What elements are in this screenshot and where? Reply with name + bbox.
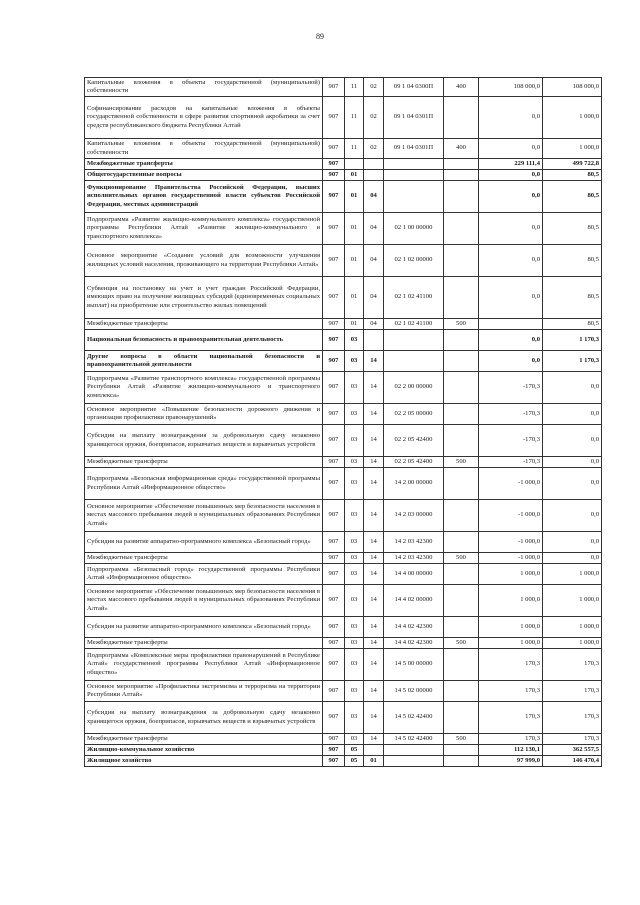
subsection-code: 14 [364,404,384,425]
amount-change: -1 000,0 [479,553,543,564]
expense-type-code: 500 [444,638,479,649]
amount-change: -170,3 [479,372,543,404]
expense-type-code: 500 [444,553,479,564]
subsection-code: 04 [364,213,384,245]
row-name: Капитальные вложения в объекты государственной (муниципальной) собственности [85,139,323,159]
admin-code: 907 [323,553,345,564]
target-article-code: 14 4 02 42300 [384,638,444,649]
expense-type-code [444,681,479,702]
amount-change: -170,3 [479,404,543,425]
expense-type-code [444,532,479,553]
target-article-code: 14 2 00 00000 [384,468,444,500]
amount-change: -170,3 [479,425,543,457]
section-code: 03 [345,500,364,532]
subsection-code: 14 [364,681,384,702]
admin-code: 907 [323,564,345,585]
table-row [85,351,602,372]
row-name: Национальная безопасность и правоохранительная деятельность [85,330,323,351]
expense-type-code [444,170,479,181]
amount-change: 0,0 [479,170,543,181]
table-row [85,277,602,319]
expense-type-code [444,351,479,372]
section-code: 03 [345,617,364,638]
amount-total: 80,5 [543,170,602,181]
amount-total: 0,0 [543,553,602,564]
expense-type-code [444,617,479,638]
table-row [85,500,602,532]
row-name: Другие вопросы в области национальной безопасности и правоохранительной деятельности [85,351,323,372]
expense-type-code [444,585,479,617]
amount-total: 170,3 [543,702,602,734]
admin-code: 907 [323,734,345,745]
table-row [85,319,602,330]
admin-code: 907 [323,319,345,330]
table-row [85,702,602,734]
table-row [85,468,602,500]
section-code: 01 [345,170,364,181]
expense-type-code [444,425,479,457]
expense-type-code [444,756,479,767]
target-article-code: 02 1 02 00000 [384,245,444,277]
section-code [345,159,364,170]
target-article-code: 02 1 02 41100 [384,277,444,319]
amount-total: 0,0 [543,372,602,404]
amount-total: 170,3 [543,734,602,745]
admin-code: 907 [323,159,345,170]
amount-total: 1 000,0 [543,585,602,617]
amount-total: 0,0 [543,404,602,425]
amount-change: 1 000,0 [479,585,543,617]
expense-type-code [444,500,479,532]
amount-change: 1 000,0 [479,638,543,649]
row-name: Подпрограмма «Комплексные меры профилактики правонарушений в Республике Алтай» государственной программы Республики Алтай «Информационное общество» [85,649,323,681]
row-name: Основное мероприятие «Обеспечение повышенных мер безопасности населения в местах массового пребывания людей в муниципальных образованиях Республики Алтай» [85,500,323,532]
amount-total: 1 000,0 [543,638,602,649]
amount-change: 1 000,0 [479,617,543,638]
table-row [85,404,602,425]
subsection-code: 04 [364,319,384,330]
row-name: Основное мероприятие «Профилактика экстремизма и терроризма на территории Республики Алтай» [85,681,323,702]
expense-type-code [444,649,479,681]
target-article-code: 02 2 00 00000 [384,372,444,404]
admin-code: 907 [323,745,345,756]
subsection-code: 04 [364,277,384,319]
target-article-code: 14 2 03 00000 [384,500,444,532]
section-code: 11 [345,78,364,97]
admin-code: 907 [323,585,345,617]
budget-table [84,77,602,767]
target-article-code: 14 5 02 42400 [384,702,444,734]
target-article-code: 14 5 02 42400 [384,734,444,745]
amount-change: 0,0 [479,351,543,372]
target-article-code: 14 5 02 00000 [384,681,444,702]
section-code: 01 [345,319,364,330]
section-code: 01 [345,181,364,213]
row-name: Межбюджетные трансферты [85,159,323,170]
row-name: Межбюджетные трансферты [85,457,323,468]
admin-code: 907 [323,330,345,351]
target-article-code [384,159,444,170]
amount-total: 0,0 [543,457,602,468]
amount-change: 170,3 [479,702,543,734]
amount-total: 0,0 [543,468,602,500]
expense-type-code [444,372,479,404]
subsection-code [364,745,384,756]
admin-code: 907 [323,213,345,245]
subsection-code: 02 [364,97,384,139]
target-article-code: 09 1 04 0301П [384,139,444,159]
subsection-code: 14 [364,468,384,500]
expense-type-code: 400 [444,139,479,159]
expense-type-code [444,245,479,277]
amount-change: -1 000,0 [479,468,543,500]
expense-type-code [444,468,479,500]
section-code: 03 [345,372,364,404]
expense-type-code [444,404,479,425]
row-name: Субвенция на постановку на учет и учет граждан Российской Федерации, имеющих право на получение жилищных субсидий (единовременных социальных выплат) на приобретение или строительство жилых помещений [85,277,323,319]
table-row [85,330,602,351]
admin-code: 907 [323,500,345,532]
table-row [85,170,602,181]
section-code: 11 [345,97,364,139]
expense-type-code [444,745,479,756]
amount-change: -1 000,0 [479,500,543,532]
section-code: 03 [345,681,364,702]
subsection-code: 14 [364,734,384,745]
expense-type-code: 500 [444,734,479,745]
row-name: Капитальные вложения в объекты государственной (муниципальной) собственности [85,78,323,97]
amount-total: 80,5 [543,245,602,277]
table-row [85,638,602,649]
target-article-code: 14 4 02 00000 [384,585,444,617]
row-name: Межбюджетные трансферты [85,553,323,564]
amount-change: 0,0 [479,139,543,159]
section-code: 01 [345,245,364,277]
target-article-code: 02 2 05 42400 [384,425,444,457]
target-article-code [384,745,444,756]
amount-total: 170,3 [543,649,602,681]
admin-code: 907 [323,681,345,702]
admin-code: 907 [323,702,345,734]
target-article-code [384,351,444,372]
subsection-code: 04 [364,245,384,277]
amount-total: 499 722,8 [543,159,602,170]
target-article-code: 02 2 05 00000 [384,404,444,425]
admin-code: 907 [323,468,345,500]
target-article-code: 14 4 00 00000 [384,564,444,585]
subsection-code: 14 [364,532,384,553]
section-code: 03 [345,532,364,553]
amount-change: 0,0 [479,330,543,351]
subsection-code: 04 [364,181,384,213]
subsection-code: 14 [364,351,384,372]
row-name: Субсидия на выплату вознаграждения за добровольную сдачу незаконно хранящегося оружия, боеприпасов, взрывчатых веществ и взрывчатых устройств [85,425,323,457]
row-name: Межбюджетные трансферты [85,734,323,745]
section-code: 03 [345,638,364,649]
expense-type-code [444,330,479,351]
admin-code: 907 [323,638,345,649]
target-article-code: 14 5 00 00000 [384,649,444,681]
row-name: Жилищно-коммунальное хозяйство [85,745,323,756]
row-name: Подпрограмма «Безопасная информационная среда» государственной программы Республики Алтай «Информационное общество» [85,468,323,500]
amount-change: 1 000,0 [479,564,543,585]
row-name: Основное мероприятие «Повышение безопасности дорожного движения и организация профилактики правонарушений» [85,404,323,425]
admin-code: 907 [323,181,345,213]
row-name: Межбюджетные трансферты [85,319,323,330]
admin-code: 907 [323,457,345,468]
table-row [85,78,602,97]
amount-change: -170,3 [479,457,543,468]
amount-total: 1 170,3 [543,330,602,351]
section-code: 05 [345,756,364,767]
table-row [85,745,602,756]
subsection-code: 14 [364,553,384,564]
section-code: 03 [345,564,364,585]
amount-total: 1 000,0 [543,617,602,638]
table-row [85,617,602,638]
row-name: Субсидия на развитие аппаратно-программного комплекса «Безопасный город» [85,532,323,553]
amount-change [479,319,543,330]
subsection-code: 01 [364,756,384,767]
amount-change: 170,3 [479,649,543,681]
amount-total: 0,0 [543,532,602,553]
table-row [85,734,602,745]
amount-change: 0,0 [479,213,543,245]
table-row [85,649,602,681]
section-code: 03 [345,585,364,617]
target-article-code: 02 2 05 42400 [384,457,444,468]
admin-code: 907 [323,277,345,319]
row-name: Подпрограмма «Безопасный город» государственной программы Республики Алтай «Информационное общество» [85,564,323,585]
admin-code: 907 [323,425,345,457]
row-name: Функционирование Правительства Российской Федерации, высших исполнительных органов государственной власти субъектов Российской Федерации, местных администраций [85,181,323,213]
subsection-code: 14 [364,617,384,638]
section-code: 03 [345,734,364,745]
amount-total: 80,5 [543,213,602,245]
subsection-code: 14 [364,500,384,532]
section-code: 11 [345,139,364,159]
admin-code: 907 [323,139,345,159]
row-name: Субсидия на выплату вознаграждения за добровольную сдачу незаконно хранящегося оружия, боеприпасов, взрывчатых веществ и взрывчатых устройств [85,702,323,734]
section-code: 03 [345,702,364,734]
expense-type-code [444,702,479,734]
amount-change: 229 111,4 [479,159,543,170]
amount-total: 1 000,0 [543,97,602,139]
subsection-code: 14 [364,457,384,468]
amount-total: 1 170,3 [543,351,602,372]
admin-code: 907 [323,78,345,97]
table-row [85,213,602,245]
amount-total: 146 470,4 [543,756,602,767]
subsection-code: 14 [364,638,384,649]
admin-code: 907 [323,756,345,767]
amount-change: 0,0 [479,245,543,277]
row-name: Основное мероприятие «Обеспечение повышенных мер безопасности населения в местах массового пребывания людей в муниципальных образованиях Республики Алтай» [85,585,323,617]
amount-change: 0,0 [479,97,543,139]
amount-total: 108 000,0 [543,78,602,97]
subsection-code: 02 [364,139,384,159]
page-number: 89 [316,32,324,41]
target-article-code: 14 2 03 42300 [384,532,444,553]
subsection-code: 14 [364,702,384,734]
section-code: 03 [345,468,364,500]
row-name: Общегосударственные вопросы [85,170,323,181]
table-row [85,585,602,617]
table-row [85,457,602,468]
section-code: 01 [345,277,364,319]
admin-code: 907 [323,617,345,638]
row-name: Жилищное хозяйство [85,756,323,767]
subsection-code: 14 [364,425,384,457]
target-article-code: 02 1 00 00000 [384,213,444,245]
expense-type-code [444,159,479,170]
amount-change: 108 000,0 [479,78,543,97]
amount-change: 0,0 [479,181,543,213]
table-row [85,532,602,553]
subsection-code: 02 [364,78,384,97]
admin-code: 907 [323,97,345,139]
expense-type-code [444,564,479,585]
amount-total: 1 000,0 [543,139,602,159]
table-row [85,553,602,564]
admin-code: 907 [323,351,345,372]
amount-change: 0,0 [479,277,543,319]
row-name: Подпрограмма «Развитие жилищно-коммунального комплекса» государственной программы Республики Алтай «Развитие жилищно-коммунального и транспортного комплекса» [85,213,323,245]
admin-code: 907 [323,532,345,553]
section-code: 03 [345,330,364,351]
subsection-code: 14 [364,649,384,681]
expense-type-code [444,277,479,319]
table-row [85,372,602,404]
amount-total: 80,5 [543,277,602,319]
target-article-code: 14 2 03 42300 [384,553,444,564]
row-name: Субсидия на развитие аппаратно-программного комплекса «Безопасный город» [85,617,323,638]
section-code: 01 [345,213,364,245]
admin-code: 907 [323,170,345,181]
expense-type-code: 500 [444,457,479,468]
subsection-code: 14 [364,372,384,404]
section-code: 03 [345,553,364,564]
expense-type-code: 400 [444,78,479,97]
row-name: Подпрограмма «Развитие транспортного комплекса» государственной программы Республики Алтай «Развитие жилищно-коммунального и транспортного комплекса» [85,372,323,404]
table-row [85,139,602,159]
table-row [85,245,602,277]
admin-code: 907 [323,245,345,277]
target-article-code [384,181,444,213]
section-code: 03 [345,425,364,457]
subsection-code [364,170,384,181]
table-row [85,159,602,170]
section-code: 03 [345,351,364,372]
amount-total: 80,5 [543,181,602,213]
target-article-code [384,756,444,767]
table-row [85,564,602,585]
table-row [85,97,602,139]
section-code: 03 [345,457,364,468]
section-code: 03 [345,404,364,425]
target-article-code: 02 1 02 41100 [384,319,444,330]
table-row [85,181,602,213]
admin-code: 907 [323,372,345,404]
row-name: Межбюджетные трансферты [85,638,323,649]
row-name: Софинансирование расходов на капитальные вложения в объекты государственной собственности в сфере развития спортивной акробатики за счет средств республиканского бюджета Республики Алтай [85,97,323,139]
amount-total: 1 000,0 [543,564,602,585]
subsection-code [364,159,384,170]
amount-total: 0,0 [543,425,602,457]
section-code: 03 [345,649,364,681]
subsection-code: 14 [364,585,384,617]
subsection-code [364,330,384,351]
target-article-code: 09 1 04 0300П [384,78,444,97]
table-row [85,756,602,767]
expense-type-code [444,181,479,213]
amount-change: 170,3 [479,734,543,745]
amount-change: 97 999,0 [479,756,543,767]
target-article-code [384,170,444,181]
row-name: Основное мероприятие «Создание условий для возможности улучшения жилищных условий населения, проживающего на территории Республики Алтай» [85,245,323,277]
expense-type-code [444,97,479,139]
amount-total: 0,0 [543,500,602,532]
section-code: 05 [345,745,364,756]
target-article-code: 09 1 04 0301П [384,97,444,139]
expense-type-code [444,213,479,245]
subsection-code: 14 [364,564,384,585]
amount-total: 80,5 [543,319,602,330]
amount-change: -1 000,0 [479,532,543,553]
target-article-code [384,330,444,351]
expense-type-code: 500 [444,319,479,330]
amount-total: 362 557,5 [543,745,602,756]
table-row [85,425,602,457]
target-article-code: 14 4 02 42300 [384,617,444,638]
amount-change: 170,3 [479,681,543,702]
amount-change: 112 130,1 [479,745,543,756]
admin-code: 907 [323,404,345,425]
admin-code: 907 [323,649,345,681]
amount-total: 170,3 [543,681,602,702]
table-row [85,681,602,702]
